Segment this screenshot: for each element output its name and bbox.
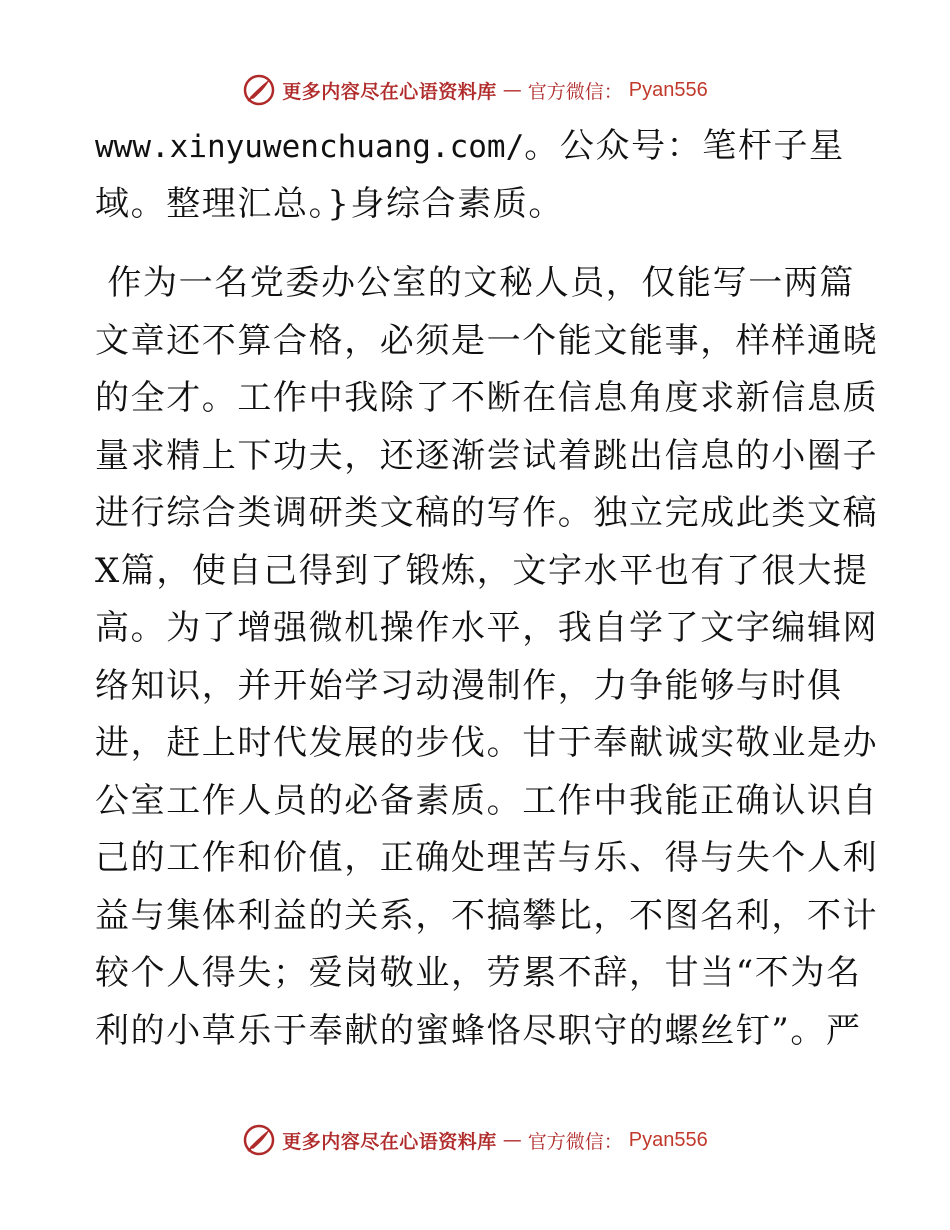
quill-seal-icon xyxy=(242,73,276,107)
footer-banner-text: 更多内容尽在心语资料库 xyxy=(282,1130,497,1153)
header-banner-content xyxy=(242,73,708,107)
body-line: 络知识，并开始学习动漫制作，力争能够与时俱 xyxy=(95,665,843,706)
footer-wechat-id: Pyan556 xyxy=(628,1128,708,1151)
footer-banner-dash: — xyxy=(502,1129,522,1151)
header-wechat-label: 官方微信： xyxy=(527,80,623,103)
footer-banner-content xyxy=(242,1123,708,1157)
body-line: 较个人得失；爱岗敬业，劳累不辞，甘当“不为名 xyxy=(95,953,862,993)
body-line: 公室工作人员的必备素质。工作中我能正确认识自 xyxy=(95,780,879,821)
intro-line-1-rest: 。公众号：笔杆子星 xyxy=(524,126,845,166)
intro-line-1 xyxy=(95,118,855,176)
body-line: 己的工作和价值，正确处理苦与乐、得与失个人利 xyxy=(95,838,879,878)
body-line: 量求精上下功夫，还逐渐尝试着跳出信息的小圈子 xyxy=(95,435,879,476)
header-wechat-id: Pyan556 xyxy=(628,78,708,101)
header-banner-dash: — xyxy=(502,79,522,101)
intro-url: www.xinyuwenchuang.com/ xyxy=(95,129,525,165)
intro-line-2: 域。整理汇总。}身综合素质。 xyxy=(95,183,565,224)
quill-seal-icon xyxy=(242,1123,276,1157)
body-line: 进，赶上时代发展的步伐。甘于奉献诚实敬业是办 xyxy=(95,723,879,763)
header-banner xyxy=(0,70,950,110)
body-line: 利的小草乐于奉献的蜜蜂恪尽职守的螺丝钉”。严 xyxy=(95,1010,862,1051)
paragraph-gap xyxy=(95,233,855,255)
body-line: 进行综合类调研类文稿的写作。独立完成此类文稿 xyxy=(95,493,879,533)
footer-banner xyxy=(0,1120,950,1160)
footer-wechat-label: 官方微信： xyxy=(527,1130,623,1153)
body-line: 的全才。工作中我除了不断在信息角度求新信息质 xyxy=(95,378,879,418)
body-line: 文章还不算合格，必须是一个能文能事，样样通晓 xyxy=(95,320,879,361)
body-line: 益与集体利益的关系，不搞攀比，不图名利，不计 xyxy=(95,895,879,936)
header-banner-text: 更多内容尽在心语资料库 xyxy=(282,80,497,103)
body-line: 作为一名党委办公室的文秘人员，仅能写一两篇 xyxy=(95,263,856,303)
body-line: X篇，使自己得到了锻炼，文字水平也有了很大提 xyxy=(95,550,869,591)
body-line: 高。为了增强微机操作水平，我自学了文字编辑网 xyxy=(95,608,879,648)
document-body xyxy=(95,118,879,1060)
